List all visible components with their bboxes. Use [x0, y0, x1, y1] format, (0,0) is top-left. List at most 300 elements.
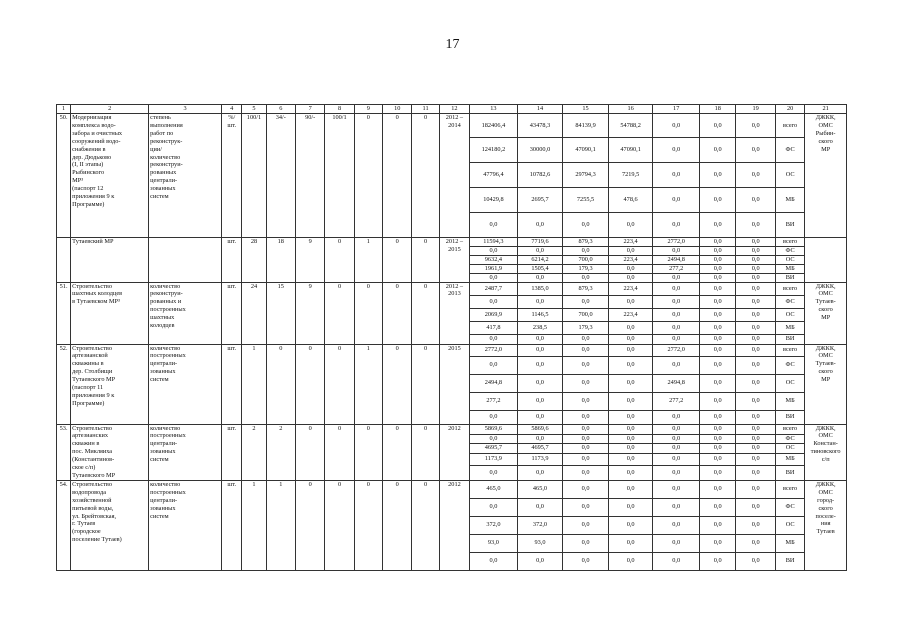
amount-cell: 0,0	[699, 334, 735, 344]
amount-cell: 0,0	[470, 213, 518, 238]
amount-cell: 4695,7	[470, 443, 518, 453]
amount-cell: 0,0	[608, 344, 653, 356]
funding-source: ФС	[775, 138, 804, 163]
amount-cell: 0,0	[736, 498, 776, 516]
column-number-cell: 9	[354, 105, 382, 114]
amount-cell: 0,0	[653, 321, 700, 334]
amount-cell: 0,0	[699, 552, 735, 570]
amount-cell: 0,0	[653, 138, 700, 163]
amount-cell: 2494,8	[470, 374, 518, 392]
amount-cell: 0,0	[699, 344, 735, 356]
indicator-value: 0	[383, 238, 412, 283]
indicator-value: 0	[354, 114, 382, 238]
indicator-value: 9	[295, 238, 324, 283]
amount-cell: 0,0	[563, 213, 609, 238]
amount-cell: 465,0	[517, 480, 563, 498]
amount-cell: 0,0	[736, 534, 776, 552]
amount-cell: 0,0	[563, 410, 609, 424]
amount-cell: 0,0	[517, 434, 563, 443]
amount-cell: 223,4	[608, 238, 653, 247]
table-row	[57, 238, 847, 247]
column-number-cell: 12	[439, 105, 469, 114]
amount-cell: 0,0	[653, 308, 700, 321]
executor-cell: ДЖКК, ОМС Тутаев- ского МР	[805, 344, 847, 424]
amount-cell: 0,0	[517, 465, 563, 480]
amount-cell: 0,0	[699, 282, 735, 295]
amount-cell: 0,0	[608, 516, 653, 534]
amount-cell: 277,2	[470, 392, 518, 410]
amount-cell: 0,0	[517, 392, 563, 410]
program-table	[56, 104, 847, 571]
indicator-value: 0	[295, 424, 324, 480]
amount-cell: 0,0	[470, 410, 518, 424]
indicator-name: количество построенных централи- зованных систем	[149, 344, 222, 424]
amount-cell: 0,0	[699, 374, 735, 392]
amount-cell: 0,0	[699, 434, 735, 443]
amount-cell: 0,0	[653, 188, 700, 213]
amount-cell: 0,0	[563, 552, 609, 570]
unit-cell: шт.	[222, 480, 242, 570]
period-cell: 2012 – 2013	[439, 282, 469, 344]
amount-cell: 0,0	[699, 213, 735, 238]
amount-cell: 0,0	[736, 552, 776, 570]
amount-cell: 0,0	[653, 213, 700, 238]
amount-cell: 0,0	[517, 273, 563, 282]
measure-name: Строительство шахтных колодцев в Тутаевском МР³	[71, 282, 149, 344]
amount-cell: 0,0	[736, 114, 776, 138]
period-cell: 2012	[439, 480, 469, 570]
amount-cell: 0,0	[736, 138, 776, 163]
amount-cell: 0,0	[699, 356, 735, 374]
amount-cell: 0,0	[563, 480, 609, 498]
amount-cell: 0,0	[563, 453, 609, 465]
amount-cell: 0,0	[517, 374, 563, 392]
column-number-cell: 8	[325, 105, 354, 114]
amount-cell: 0,0	[736, 374, 776, 392]
amount-cell: 1146,5	[517, 308, 563, 321]
indicator-value: 2	[242, 424, 266, 480]
funding-source: ОС	[775, 163, 804, 188]
amount-cell: 5869,6	[470, 424, 518, 434]
amount-cell: 0,0	[653, 453, 700, 465]
funding-source: ОС	[775, 443, 804, 453]
amount-cell: 2494,8	[653, 255, 700, 264]
row-number	[57, 238, 71, 283]
unit-cell: %/ шт.	[222, 114, 242, 238]
amount-cell: 2494,8	[653, 374, 700, 392]
amount-cell: 47796,4	[470, 163, 518, 188]
funding-source: всего	[775, 344, 804, 356]
column-number-cell: 16	[608, 105, 653, 114]
column-number-cell: 5	[242, 105, 266, 114]
amount-cell: 9632,4	[470, 255, 518, 264]
indicator-value: 9	[295, 282, 324, 344]
funding-source: ОС	[775, 255, 804, 264]
amount-cell: 0,0	[653, 498, 700, 516]
indicator-name	[149, 238, 222, 283]
amount-cell: 0,0	[699, 264, 735, 273]
indicator-value: 0	[325, 282, 354, 344]
amount-cell: 0,0	[470, 246, 518, 255]
funding-source: ФС	[775, 246, 804, 255]
column-number-cell: 18	[699, 105, 735, 114]
indicator-value: 0	[383, 344, 412, 424]
amount-cell: 0,0	[736, 410, 776, 424]
table-row	[57, 282, 847, 295]
amount-cell: 0,0	[699, 498, 735, 516]
unit-cell: шт.	[222, 282, 242, 344]
amount-cell: 0,0	[563, 424, 609, 434]
indicator-value: 0	[354, 424, 382, 480]
amount-cell: 2695,7	[517, 188, 563, 213]
row-number: 50.	[57, 114, 71, 238]
amount-cell: 7219,5	[608, 163, 653, 188]
executor-cell	[805, 238, 847, 283]
amount-cell: 0,0	[608, 213, 653, 238]
amount-cell: 0,0	[517, 246, 563, 255]
indicator-value: 0	[383, 282, 412, 344]
funding-source: всего	[775, 424, 804, 434]
indicator-value: 0	[354, 480, 382, 570]
amount-cell: 0,0	[653, 410, 700, 424]
unit-cell: шт.	[222, 238, 242, 283]
indicator-value: 0	[383, 114, 412, 238]
amount-cell: 0,0	[563, 498, 609, 516]
indicator-value: 0	[325, 344, 354, 424]
page-number: 17	[445, 37, 460, 52]
amount-cell: 277,2	[653, 392, 700, 410]
column-number-cell: 20	[775, 105, 804, 114]
indicator-value: 0	[412, 282, 439, 344]
amount-cell: 0,0	[563, 246, 609, 255]
amount-cell: 0,0	[736, 356, 776, 374]
table-row	[57, 114, 847, 138]
amount-cell: 1961,9	[470, 264, 518, 273]
amount-cell: 223,4	[608, 255, 653, 264]
amount-cell: 0,0	[699, 246, 735, 255]
amount-cell: 2772,0	[653, 344, 700, 356]
table-row	[57, 424, 847, 434]
amount-cell: 0,0	[699, 424, 735, 434]
period-cell: 2015	[439, 344, 469, 424]
amount-cell: 0,0	[608, 443, 653, 453]
row-number: 51.	[57, 282, 71, 344]
amount-cell: 0,0	[517, 410, 563, 424]
amount-cell: 93,0	[470, 534, 518, 552]
indicator-value: 28	[242, 238, 266, 283]
amount-cell: 54788,2	[608, 114, 653, 138]
amount-cell: 0,0	[653, 480, 700, 498]
amount-cell: 0,0	[608, 434, 653, 443]
amount-cell: 0,0	[653, 295, 700, 308]
column-number-cell: 3	[149, 105, 222, 114]
amount-cell: 0,0	[736, 282, 776, 295]
amount-cell: 43478,3	[517, 114, 563, 138]
amount-cell: 1173,9	[517, 453, 563, 465]
column-number-cell: 1	[57, 105, 71, 114]
amount-cell: 179,3	[563, 321, 609, 334]
funding-source: МБ	[775, 264, 804, 273]
indicator-value: 0	[325, 480, 354, 570]
amount-cell: 700,0	[563, 308, 609, 321]
amount-cell: 1173,9	[470, 453, 518, 465]
amount-cell: 0,0	[653, 114, 700, 138]
amount-cell: 0,0	[653, 443, 700, 453]
column-number-cell: 14	[517, 105, 563, 114]
indicator-value: 0	[412, 480, 439, 570]
amount-cell: 0,0	[608, 480, 653, 498]
table-row	[57, 480, 847, 498]
measure-name: Строительство водопровода хозяйственной питьевой воды, ул. Брейтовская, г. Тутаев (городское поселение Тутаев)	[71, 480, 149, 570]
indicator-value: 1	[242, 344, 266, 424]
amount-cell: 0,0	[699, 188, 735, 213]
amount-cell: 0,0	[653, 534, 700, 552]
column-number-cell: 15	[563, 105, 609, 114]
amount-cell: 0,0	[563, 516, 609, 534]
column-number-cell: 10	[383, 105, 412, 114]
amount-cell: 0,0	[653, 552, 700, 570]
amount-cell: 238,5	[517, 321, 563, 334]
amount-cell: 0,0	[699, 255, 735, 264]
indicator-value: 0	[325, 238, 354, 283]
amount-cell: 0,0	[608, 465, 653, 480]
amount-cell: 0,0	[563, 334, 609, 344]
indicator-name: количество реконструи- рованных и построенных шахтных колодцев	[149, 282, 222, 344]
indicator-value: 15	[266, 282, 295, 344]
amount-cell: 0,0	[608, 273, 653, 282]
funding-source: всего	[775, 282, 804, 295]
amount-cell: 0,0	[517, 213, 563, 238]
amount-cell: 0,0	[470, 334, 518, 344]
funding-source: ФС	[775, 434, 804, 443]
indicator-value: 24	[242, 282, 266, 344]
amount-cell: 84139,9	[563, 114, 609, 138]
amount-cell: 0,0	[736, 238, 776, 247]
column-number-row	[57, 105, 847, 114]
amount-cell: 0,0	[699, 534, 735, 552]
funding-source: всего	[775, 238, 804, 247]
funding-source: ОС	[775, 308, 804, 321]
funding-source: ВИ	[775, 465, 804, 480]
amount-cell: 0,0	[608, 392, 653, 410]
amount-cell: 5869,6	[517, 424, 563, 434]
amount-cell: 7719,6	[517, 238, 563, 247]
amount-cell: 879,3	[563, 282, 609, 295]
amount-cell: 1385,0	[517, 282, 563, 295]
amount-cell: 0,0	[517, 498, 563, 516]
amount-cell: 0,0	[470, 356, 518, 374]
amount-cell: 0,0	[699, 443, 735, 453]
amount-cell: 0,0	[608, 453, 653, 465]
executor-cell: ДЖКК, ОМС Тутаев- ского МР	[805, 282, 847, 344]
indicator-value: 34/-	[266, 114, 295, 238]
indicator-value: 90/-	[295, 114, 324, 238]
amount-cell: 0,0	[608, 334, 653, 344]
amount-cell: 0,0	[563, 273, 609, 282]
amount-cell: 0,0	[653, 246, 700, 255]
executor-cell: ДЖКК, ОМС город- ского поселе- ния Тутаев	[805, 480, 847, 570]
amount-cell: 879,3	[563, 238, 609, 247]
indicator-value: 0	[412, 344, 439, 424]
amount-cell: 0,0	[563, 434, 609, 443]
amount-cell: 0,0	[736, 453, 776, 465]
funding-source: МБ	[775, 534, 804, 552]
amount-cell: 223,4	[608, 308, 653, 321]
amount-cell: 0,0	[736, 295, 776, 308]
funding-source: ФС	[775, 498, 804, 516]
indicator-value: 1	[354, 238, 382, 283]
indicator-value: 1	[242, 480, 266, 570]
amount-cell: 417,8	[470, 321, 518, 334]
column-number-cell: 19	[736, 105, 776, 114]
executor-cell: ДЖКК, ОМС Рыбин- ского МР	[805, 114, 847, 238]
row-number: 54.	[57, 480, 71, 570]
column-number-cell: 13	[470, 105, 518, 114]
amount-cell: 0,0	[736, 264, 776, 273]
amount-cell: 0,0	[653, 434, 700, 443]
amount-cell: 0,0	[653, 163, 700, 188]
amount-cell: 372,0	[470, 516, 518, 534]
funding-source: МБ	[775, 321, 804, 334]
indicator-value: 0	[383, 424, 412, 480]
funding-source: МБ	[775, 392, 804, 410]
funding-source: МБ	[775, 453, 804, 465]
indicator-value: 0	[412, 114, 439, 238]
period-cell: 2012 – 2014	[439, 114, 469, 238]
amount-cell: 0,0	[517, 334, 563, 344]
funding-source: всего	[775, 114, 804, 138]
indicator-value: 0	[325, 424, 354, 480]
column-number-cell: 6	[266, 105, 295, 114]
amount-cell: 0,0	[736, 163, 776, 188]
amount-cell: 0,0	[699, 163, 735, 188]
amount-cell: 0,0	[563, 465, 609, 480]
amount-cell: 0,0	[699, 516, 735, 534]
amount-cell: 0,0	[653, 334, 700, 344]
indicator-name: количество построенных централи- зованных систем	[149, 480, 222, 570]
amount-cell: 0,0	[563, 392, 609, 410]
amount-cell: 0,0	[608, 264, 653, 273]
row-number: 53.	[57, 424, 71, 480]
amount-cell: 0,0	[736, 321, 776, 334]
indicator-value: 100/1	[325, 114, 354, 238]
amount-cell: 0,0	[736, 392, 776, 410]
amount-cell: 0,0	[608, 246, 653, 255]
amount-cell: 0,0	[653, 356, 700, 374]
amount-cell: 2772,0	[470, 344, 518, 356]
amount-cell: 182406,4	[470, 114, 518, 138]
indicator-value: 0	[266, 344, 295, 424]
amount-cell: 0,0	[699, 114, 735, 138]
funding-source: ВИ	[775, 552, 804, 570]
amount-cell: 0,0	[563, 344, 609, 356]
amount-cell: 6214,2	[517, 255, 563, 264]
amount-cell: 0,0	[736, 308, 776, 321]
indicator-name: степень выполнения работ по реконструк- ции/ количество реконструи- рованных централи- зованных систем	[149, 114, 222, 238]
indicator-name: количество построенных централи- зованных систем	[149, 424, 222, 480]
amount-cell: 2487,7	[470, 282, 518, 295]
amount-cell: 0,0	[736, 255, 776, 264]
amount-cell: 0,0	[653, 282, 700, 295]
amount-cell: 0,0	[608, 534, 653, 552]
column-number-cell: 17	[653, 105, 700, 114]
amount-cell: 7255,5	[563, 188, 609, 213]
funding-source: ВИ	[775, 334, 804, 344]
unit-cell: шт.	[222, 424, 242, 480]
amount-cell: 0,0	[470, 295, 518, 308]
amount-cell: 0,0	[470, 434, 518, 443]
amount-cell: 700,0	[563, 255, 609, 264]
amount-cell: 0,0	[653, 273, 700, 282]
amount-cell: 478,6	[608, 188, 653, 213]
amount-cell: 0,0	[699, 295, 735, 308]
amount-cell: 0,0	[699, 138, 735, 163]
amount-cell: 2772,0	[653, 238, 700, 247]
unit-cell: шт.	[222, 344, 242, 424]
amount-cell: 0,0	[608, 356, 653, 374]
amount-cell: 0,0	[563, 443, 609, 453]
column-number-cell: 21	[805, 105, 847, 114]
measure-name: Тутаевский МР	[71, 238, 149, 283]
amount-cell: 0,0	[699, 273, 735, 282]
funding-source: ВИ	[775, 410, 804, 424]
amount-cell: 0,0	[470, 552, 518, 570]
amount-cell: 0,0	[699, 308, 735, 321]
funding-source: МБ	[775, 188, 804, 213]
amount-cell: 0,0	[608, 498, 653, 516]
funding-source: ОС	[775, 516, 804, 534]
amount-cell: 0,0	[699, 410, 735, 424]
amount-cell: 0,0	[699, 465, 735, 480]
amount-cell: 0,0	[470, 498, 518, 516]
amount-cell: 4695,7	[517, 443, 563, 453]
amount-cell: 0,0	[699, 480, 735, 498]
period-cell: 2012 – 2015	[439, 238, 469, 283]
table-row	[57, 344, 847, 356]
funding-source: всего	[775, 480, 804, 498]
measure-name: Модернизация комплекса водо- забора и очистных сооружений водо- снабжения в дер. Дюдьково (I, II этапы) Рыбинского МР³ (паспорт 12 приложения 9 к Программе)	[71, 114, 149, 238]
amount-cell: 0,0	[736, 273, 776, 282]
amount-cell: 29794,3	[563, 163, 609, 188]
row-number: 52.	[57, 344, 71, 424]
amount-cell: 0,0	[517, 344, 563, 356]
amount-cell: 30000,0	[517, 138, 563, 163]
amount-cell: 0,0	[736, 213, 776, 238]
amount-cell: 47090,1	[563, 138, 609, 163]
amount-cell: 0,0	[653, 516, 700, 534]
amount-cell: 0,0	[699, 321, 735, 334]
amount-cell: 0,0	[563, 356, 609, 374]
amount-cell: 124180,2	[470, 138, 518, 163]
amount-cell: 0,0	[563, 295, 609, 308]
amount-cell: 0,0	[736, 188, 776, 213]
amount-cell: 0,0	[563, 534, 609, 552]
column-number-cell: 4	[222, 105, 242, 114]
indicator-value: 0	[383, 480, 412, 570]
amount-cell: 0,0	[653, 465, 700, 480]
amount-cell: 0,0	[470, 273, 518, 282]
amount-cell: 0,0	[736, 246, 776, 255]
indicator-value: 0	[295, 480, 324, 570]
amount-cell: 0,0	[608, 410, 653, 424]
amount-cell: 0,0	[736, 443, 776, 453]
amount-cell: 0,0	[736, 334, 776, 344]
amount-cell: 10429,8	[470, 188, 518, 213]
amount-cell: 0,0	[608, 552, 653, 570]
funding-source: ФС	[775, 295, 804, 308]
indicator-value: 0	[412, 238, 439, 283]
indicator-value: 1	[354, 344, 382, 424]
